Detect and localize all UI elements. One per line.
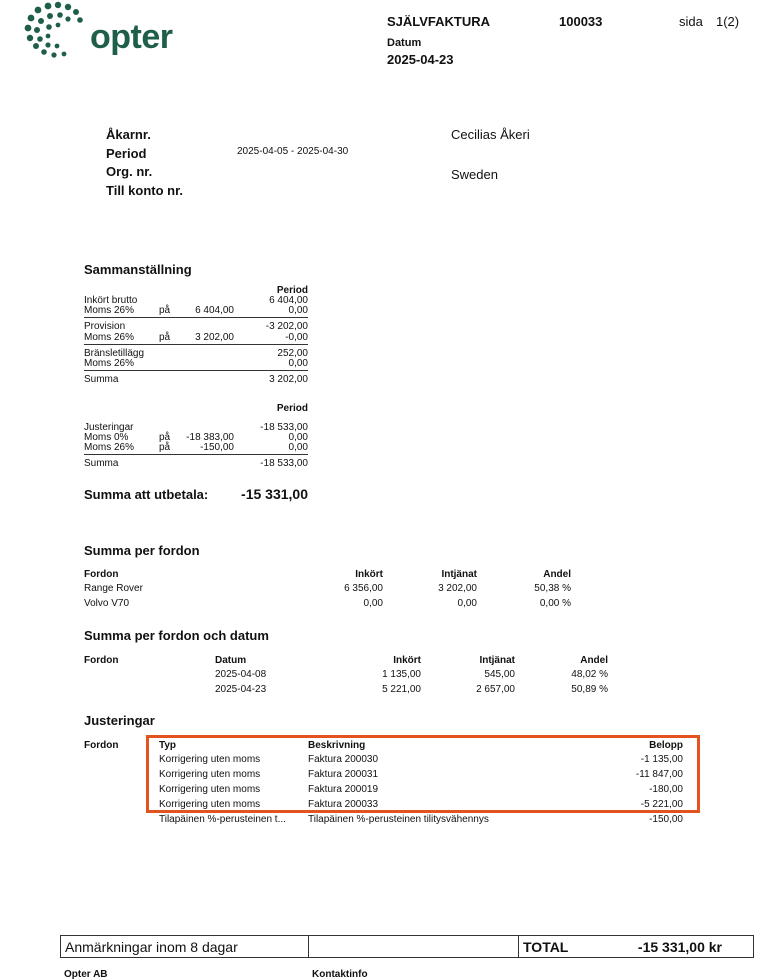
payout-value: -15 331,00 — [241, 486, 308, 502]
period-value: 2025-04-05 - 2025-04-30 — [237, 146, 349, 157]
company-country: Sweden — [451, 167, 498, 182]
divider — [84, 454, 308, 455]
divider — [84, 370, 308, 371]
divider — [84, 344, 308, 345]
page-label: sida — [679, 14, 703, 29]
total-label: TOTAL — [523, 939, 569, 955]
footer-company: Opter AB — [64, 969, 108, 980]
orgnr-label: Org. nr. — [106, 164, 153, 179]
summary-period-header: Period — [276, 285, 308, 296]
footer-divider — [518, 935, 519, 957]
opter-logo — [22, 0, 192, 62]
justeringar-header-beskrivning: Beskrivning — [308, 740, 366, 751]
konto-label: Till konto nr. — [106, 183, 184, 198]
footer-bottom-line — [60, 957, 754, 958]
per-vehicle-header-fordon: Fordon — [84, 569, 119, 580]
per-vehicle-date-title: Summa per fordon och datum — [84, 628, 269, 643]
justeringar-title: Justeringar — [84, 713, 155, 728]
per-vehicle-header-intjanat: Intjänat — [441, 569, 477, 580]
per-vehicle-date-header-andel: Andel — [580, 655, 608, 666]
remarks-text: Anmärkningar inom 8 dagar — [65, 939, 238, 955]
document-number: 100033 — [559, 14, 603, 29]
company-name: Cecilias Åkeri — [451, 127, 530, 142]
document-type: SJÄLVFAKTURA — [387, 14, 491, 29]
per-vehicle-date-header-datum: Datum — [215, 655, 247, 666]
date-label: Datum — [387, 37, 422, 49]
per-vehicle-date-header-fordon: Fordon — [84, 655, 119, 666]
page-number: 1(2) — [716, 14, 740, 29]
adjustments-period-header: Period — [276, 403, 308, 414]
total-value: -15 331,00 kr — [637, 939, 722, 955]
per-vehicle-header-andel: Andel — [543, 569, 571, 580]
highlight-box — [146, 735, 700, 813]
logo-wordmark: opter — [90, 18, 173, 56]
footer-contact: Kontaktinfo — [312, 969, 368, 980]
logo-dots-icon — [22, 0, 88, 62]
per-vehicle-header-inkort: Inkört — [355, 569, 383, 580]
akarnr-label: Åkarnr. — [106, 127, 151, 142]
justeringar-header-belopp: Belopp — [649, 740, 683, 751]
footer-divider — [753, 935, 754, 957]
footer-divider — [60, 935, 61, 957]
footer-top-line — [60, 935, 754, 936]
per-vehicle-title: Summa per fordon — [84, 543, 200, 558]
date-value: 2025-04-23 — [387, 52, 454, 67]
divider — [84, 317, 308, 318]
payout-label: Summa att utbetala: — [84, 487, 209, 502]
summary-title: Sammanställning — [84, 262, 192, 277]
per-vehicle-date-header-intjanat: Intjänat — [479, 655, 515, 666]
per-vehicle-date-header-inkort: Inkört — [393, 655, 421, 666]
period-label: Period — [106, 146, 147, 161]
justeringar-header-typ: Typ — [159, 740, 177, 751]
footer-divider — [308, 935, 309, 957]
justeringar-header-fordon: Fordon — [84, 740, 119, 751]
